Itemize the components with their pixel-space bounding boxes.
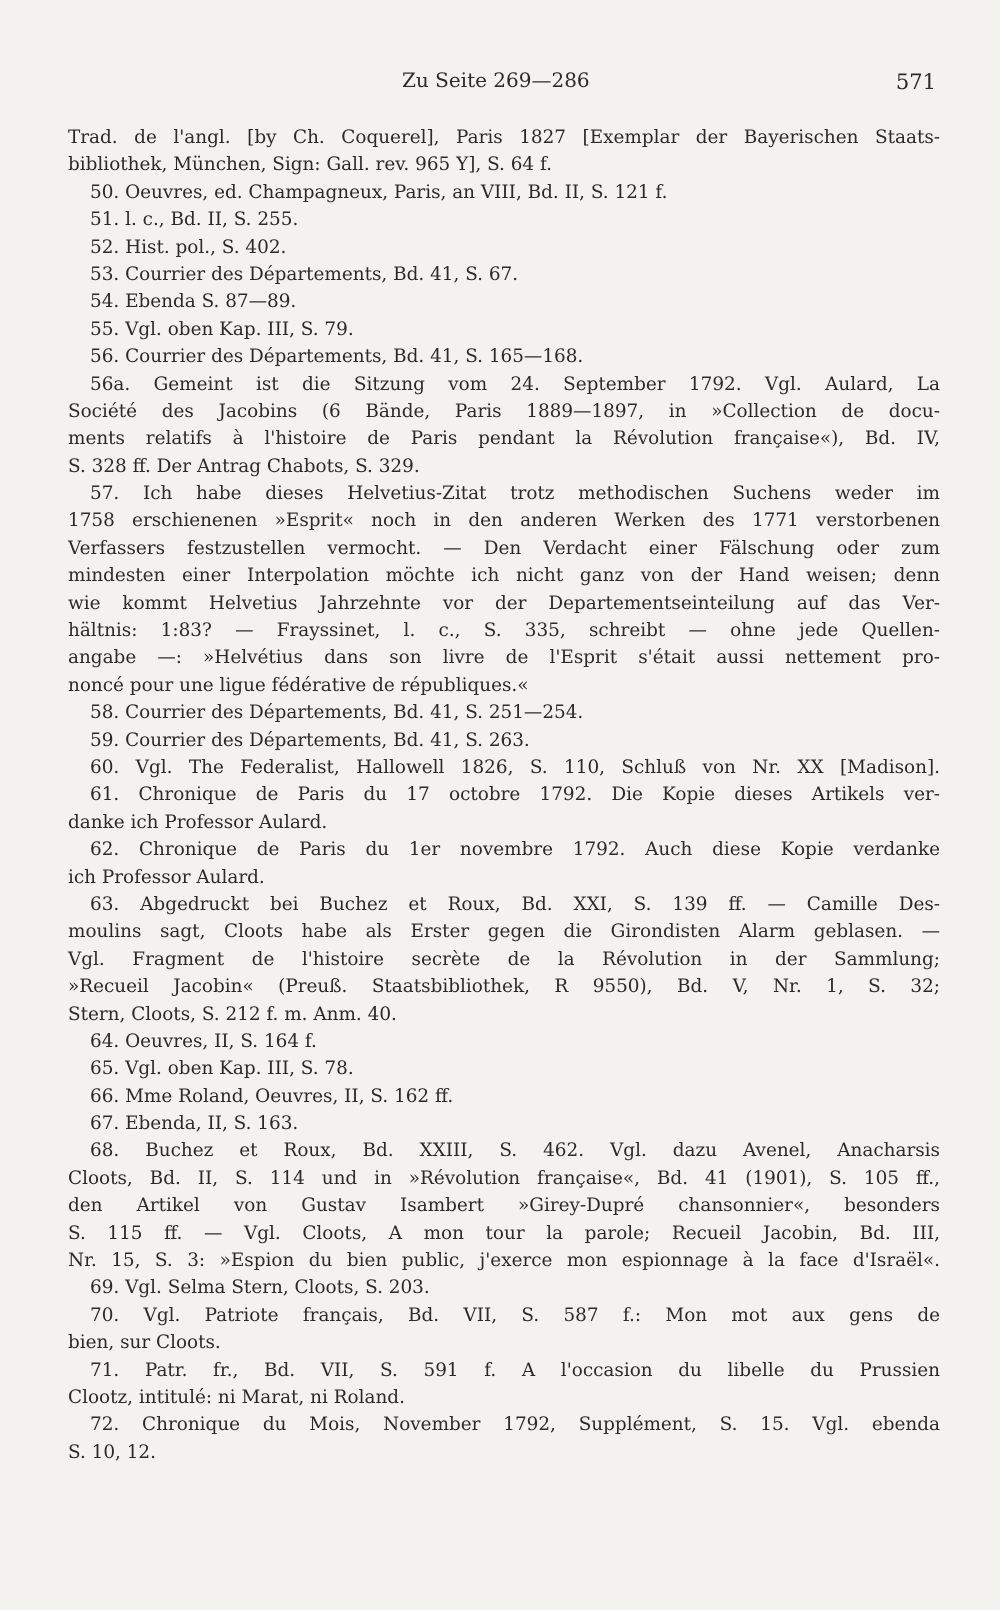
text-line: den Artikel von Gustav Isambert »Girey-Dupré chansonnier«, besonders <box>68 1195 940 1217</box>
text-line: 53. Courrier des Départements, Bd. 41, S. 67. <box>90 263 519 285</box>
endnotes-text <box>68 124 940 1466</box>
text-line: Stern, Cloots, S. 212 f. m. Anm. 40. <box>68 1003 397 1025</box>
text-line: 64. Oeuvres, II, S. 164 f. <box>90 1030 317 1052</box>
text-line: Vgl. Fragment de l'histoire secrète de la Révolution in der Sammlung; <box>68 948 940 970</box>
text-line: 66. Mme Roland, Oeuvres, II, S. 162 ff. <box>90 1085 454 1107</box>
text-line: »Recueil Jacobin« (Preuß. Staatsbibliothek, R 9550), Bd. V, Nr. 1, S. 32; <box>68 976 940 998</box>
text-line: 59. Courrier des Départements, Bd. 41, S. 263. <box>90 729 530 751</box>
text-line: noncé pour une ligue fédérative de républiques.« <box>68 674 529 696</box>
text-line: ich Professor Aulard. <box>68 866 265 888</box>
text-line: 55. Vgl. oben Kap. III, S. 79. <box>90 318 354 340</box>
text-line: 56. Courrier des Départements, Bd. 41, S. 165—168. <box>90 346 584 368</box>
text-line: 67. Ebenda, II, S. 163. <box>90 1113 299 1135</box>
text-line: Trad. de l'angl. [by Ch. Coquerel], Paris 1827 [Exemplar der Bayerischen Staats- <box>68 127 940 148</box>
text-line: 71. Patr. fr., Bd. VII, S. 591 f. A l'occasion du libelle du Prussien <box>90 1359 940 1381</box>
text-line: bien, sur Cloots. <box>68 1332 221 1354</box>
text-line: 62. Chronique de Paris du 1er novembre 1792. Auch diese Kopie verdanke <box>90 839 940 861</box>
text-line: Nr. 15, S. 3: »Espion du bien public, j'exerce mon espionnage à la face d'Israël«. <box>68 1250 940 1272</box>
text-line: 54. Ebenda S. 87—89. <box>90 291 297 313</box>
text-line: 72. Chronique du Mois, November 1792, Supplément, S. 15. Vgl. ebenda <box>90 1414 940 1436</box>
text-line: angabe —: »Helvétius dans son livre de l'Esprit s'était aussi nettement pro- <box>68 647 940 669</box>
text-line: wie kommt Helvetius Jahrzehnte vor der Departementseinteilung auf das Ver- <box>68 592 940 614</box>
text-line: ments relatifs à l'histoire de Paris pendant la Révolution française«), Bd. IV, <box>68 428 940 450</box>
page-number: 571 <box>895 70 936 94</box>
text-line: S. 115 ff. — Vgl. Cloots, A mon tour la parole; Recueil Jacobin, Bd. III, <box>68 1222 940 1244</box>
text-line: 50. Oeuvres, ed. Champagneux, Paris, an VIII, Bd. II, S. 121 f. <box>90 181 668 203</box>
text-line: Société des Jacobins (6 Bände, Paris 1889—1897, in »Collection de docu- <box>68 400 940 422</box>
text-line: 1758 erschienenen »Esprit« noch in den anderen Werken des 1771 verstorbenen <box>68 510 940 532</box>
running-header <box>0 68 1000 100</box>
text-line: 51. l. c., Bd. II, S. 255. <box>90 209 299 231</box>
text-line: bibliothek, München, Sign: Gall. rev. 965 Y], S. 64 f. <box>68 154 552 176</box>
text-line: 65. Vgl. oben Kap. III, S. 78. <box>90 1058 354 1080</box>
text-line: Verfassers festzustellen vermocht. — Den Verdacht einer Fälschung oder zum <box>68 537 940 559</box>
text-line: 61. Chronique de Paris du 17 octobre 1792. Die Kopie dieses Artikels ver- <box>90 784 940 806</box>
header-title: Zu Seite 269—286 <box>402 68 590 92</box>
text-line: Clootz, intitulé: ni Marat, ni Roland. <box>68 1386 405 1408</box>
text-line: 60. Vgl. The Federalist, Hallowell 1826, S. 110, Schluß von Nr. XX [Madison]. <box>90 756 940 778</box>
text-line: 56a. Gemeint ist die Sitzung vom 24. September 1792. Vgl. Aulard, La <box>90 373 940 395</box>
text-line: hältnis: 1:83? — Frayssinet, l. c., S. 335, schreibt — ohne jede Quellen- <box>68 620 940 642</box>
text-line: 52. Hist. pol., S. 402. <box>90 236 287 258</box>
text-line: S. 10, 12. <box>68 1441 156 1463</box>
text-line: 63. Abgedruckt bei Buchez et Roux, Bd. XXI, S. 139 ff. — Camille Des- <box>90 893 940 915</box>
text-line: mindesten einer Interpolation möchte ich nicht ganz von der Hand weisen; denn <box>68 565 940 587</box>
text-line: 69. Vgl. Selma Stern, Cloots, S. 203. <box>90 1277 430 1299</box>
text-line: moulins sagt, Cloots habe als Erster gegen die Girondisten Alarm geblasen. — <box>68 921 940 943</box>
text-line: danke ich Professor Aulard. <box>68 811 328 833</box>
text-line: S. 328 ff. Der Antrag Chabots, S. 329. <box>68 455 420 477</box>
text-line: 58. Courrier des Départements, Bd. 41, S. 251—254. <box>90 702 584 724</box>
text-line: Cloots, Bd. II, S. 114 und in »Révolution française«, Bd. 41 (1901), S. 105 ff., <box>68 1167 940 1189</box>
text-line: 57. Ich habe dieses Helvetius-Zitat trotz methodischen Suchens weder im <box>90 483 940 505</box>
text-line: 70. Vgl. Patriote français, Bd. VII, S. 587 f.: Mon mot aux gens de <box>90 1304 940 1326</box>
text-line: 68. Buchez et Roux, Bd. XXIII, S. 462. Vgl. dazu Avenel, Anacharsis <box>90 1140 940 1162</box>
